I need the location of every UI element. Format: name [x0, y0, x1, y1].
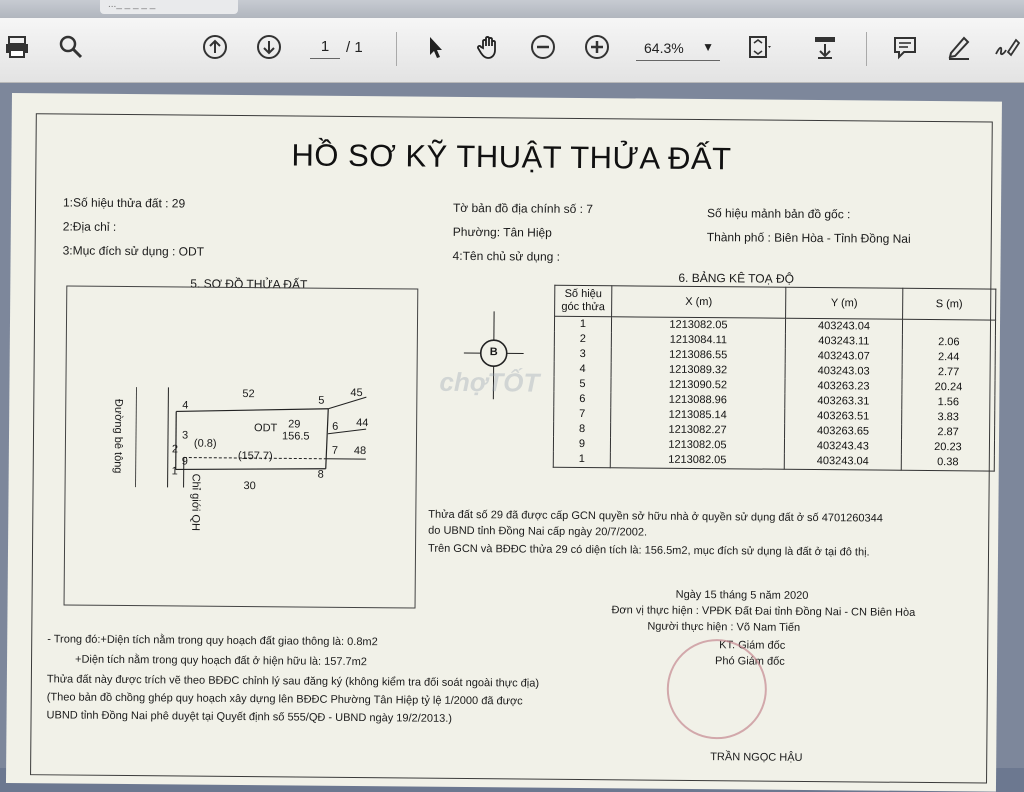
signer-name: TRẦN NGỌC HẬU — [710, 751, 802, 764]
table-cell: 403263.23 — [785, 379, 902, 395]
table-cell: 3.83 — [902, 410, 995, 426]
table-cell: 1213089.32 — [611, 362, 785, 379]
parcel-sketch — [64, 285, 419, 608]
table-cell: 403243.43 — [784, 439, 901, 455]
address-label: 2:Địa chỉ : — [63, 219, 116, 233]
note-line: do UBND tỉnh Đồng Nai cấp ngày 20/7/2002. — [428, 525, 647, 539]
corner-point: 2 — [172, 443, 178, 455]
table-cell — [902, 319, 995, 335]
table-cell: 9 — [553, 437, 610, 452]
neighbor-parcel: 52 — [242, 388, 254, 400]
zoom-select[interactable] — [636, 38, 720, 61]
parcel-label: 29 — [288, 418, 300, 430]
table-cell: 7 — [554, 407, 611, 422]
table-cell: 1213084.11 — [611, 332, 785, 349]
corner-point: 3 — [182, 429, 188, 441]
city-province: Thành phố : Biên Hòa - Tỉnh Đồng Nai — [707, 230, 911, 246]
footer-note: Thửa đất này được trích vẽ theo BĐĐC chỉnh lý sau đăng ký (không kiểm tra đối soát ngoài thực địa) — [47, 673, 539, 689]
table-cell: 403243.04 — [784, 454, 901, 471]
search-icon[interactable] — [56, 32, 86, 62]
table-cell: 6 — [554, 392, 611, 407]
table-cell: 1213088.96 — [611, 392, 785, 409]
boundary-label: Chỉ giới QH — [189, 474, 201, 531]
scroll-icon[interactable] — [810, 32, 840, 62]
neighbor-parcel: 30 — [244, 480, 256, 492]
zoom-value: 64.3% — [644, 40, 684, 56]
table-cell: 403263.51 — [785, 409, 902, 425]
corner-point: 7 — [332, 445, 338, 457]
table-cell: 2.06 — [902, 335, 995, 351]
table-cell: 1.56 — [902, 395, 995, 411]
zoom-out-icon[interactable] — [528, 32, 558, 62]
table-cell: 1213082.05 — [611, 317, 785, 334]
signer-title: KT. Giám đốc — [719, 639, 785, 652]
neighbor-parcel: 44 — [356, 417, 368, 429]
parcel-area: 156.5 — [282, 430, 310, 442]
select-cursor-icon[interactable] — [420, 32, 450, 62]
neighbor-parcel: 45 — [350, 387, 362, 399]
compass-north-letter: B — [490, 346, 498, 358]
neighbor-parcel: 48 — [354, 445, 366, 457]
corner-point: 6 — [332, 421, 338, 433]
column-header: X (m) — [612, 286, 786, 319]
table-cell: 5 — [554, 377, 611, 392]
owner-label: 4:Tên chủ sử dụng : — [453, 249, 561, 264]
road-label: Đường bê tông — [112, 399, 125, 474]
map-sheet-number: Tờ bản đồ địa chính số : 7 — [453, 201, 593, 216]
parcel-number: 1:Số hiệu thửa đất : 29 — [63, 195, 185, 210]
tab-strip — [0, 0, 1024, 18]
residential-area: (157.7) — [238, 450, 273, 462]
hand-tool-icon[interactable] — [474, 32, 504, 62]
table-cell: 403263.31 — [785, 394, 902, 410]
table-cell: 403243.03 — [785, 364, 902, 380]
table-header-row — [555, 285, 996, 320]
document-page — [6, 93, 1002, 792]
footer-note: (Theo bản đồ chồng ghép quy hoạch xây dựng lên BĐĐC Phường Tân Hiệp tỷ lệ 1/2000 đã được — [47, 691, 523, 707]
corner-point: 9 — [182, 455, 188, 467]
signer-title: Phó Giám đốc — [715, 655, 785, 668]
toolbar-divider — [866, 32, 867, 66]
comment-icon[interactable] — [890, 32, 920, 62]
table-cell: 2.87 — [902, 425, 995, 441]
executing-unit: Đơn vị thực hiện : VPĐK Đất Đai tỉnh Đồng Nai - CN Biên Hòa — [611, 604, 915, 619]
table-cell: 1213086.55 — [611, 347, 785, 364]
table-cell: 403243.04 — [785, 318, 902, 335]
page-up-icon[interactable] — [200, 32, 230, 62]
table-cell: 2.77 — [902, 365, 995, 381]
print-icon[interactable] — [2, 32, 32, 62]
corner-point: 4 — [182, 399, 188, 411]
sketch-title: 5. SƠ ĐỒ THỬA ĐẤT — [190, 277, 307, 292]
coord-table-title: 6. BẢNG KÊ TOẠ ĐỘ — [678, 271, 794, 286]
road-area: (0.8) — [194, 438, 217, 450]
table-cell: 403263.65 — [785, 424, 902, 440]
table-cell: 0.38 — [901, 455, 994, 471]
original-map-label: Số hiệu mảnh bản đồ gốc : — [707, 206, 851, 221]
official-stamp — [666, 639, 767, 740]
highlight-pen-icon[interactable] — [944, 32, 974, 62]
corner-point: 5 — [318, 395, 324, 407]
table-cell: 403243.07 — [785, 349, 902, 365]
table-cell: 3 — [554, 347, 611, 362]
page-down-icon[interactable] — [254, 32, 284, 62]
land-purpose: 3:Mục đích sử dụng : ODT — [63, 243, 205, 258]
table-cell: 2.44 — [902, 350, 995, 366]
document-tab[interactable]: ..._ _ _ _ _ — [100, 0, 238, 14]
table-cell: 4 — [554, 362, 611, 377]
fit-page-icon[interactable] — [744, 32, 774, 62]
table-row — [553, 452, 994, 471]
page-total: / 1 — [346, 39, 363, 56]
table-cell: 1213082.05 — [610, 452, 784, 469]
footer-note: - Trong đó:+Diện tích nằm trong quy hoạch đất giao thông là: 0.8m2 — [47, 633, 378, 648]
land-use-code: ODT — [254, 422, 277, 434]
page-number-input[interactable]: 1 — [310, 38, 340, 59]
table-cell: 1213082.27 — [611, 422, 785, 439]
table-cell: 20.23 — [901, 440, 994, 456]
table-cell: 1213085.14 — [611, 407, 785, 424]
column-header: Y (m) — [786, 287, 903, 319]
watermark-logo: chợTỐT — [439, 367, 539, 399]
sign-icon[interactable] — [992, 32, 1022, 62]
table-cell: 403243.11 — [785, 334, 902, 350]
corner-point: 8 — [318, 469, 324, 481]
toolbar — [0, 18, 1024, 83]
column-header: S (m) — [903, 288, 996, 320]
issue-date: Ngày 15 tháng 5 năm 2020 — [676, 589, 809, 602]
coordinate-table — [553, 285, 997, 472]
footer-note: +Diện tích nằm trong quy hoạch đất ở hiện hữu là: 157.7m2 — [75, 654, 367, 669]
zoom-in-icon[interactable] — [582, 32, 612, 62]
table-cell: 1213090.52 — [611, 377, 785, 394]
performer-name: Người thực hiện : Võ Nam Tiến — [647, 621, 800, 634]
corner-point: 1 — [172, 465, 178, 477]
table-cell: 1 — [554, 316, 611, 332]
table-cell: 2 — [554, 332, 611, 347]
table-cell: 1 — [553, 452, 610, 468]
chevron-down-icon: ▼ — [702, 40, 714, 54]
table-cell: 20.24 — [902, 380, 995, 396]
document-viewport[interactable] — [0, 83, 1024, 768]
toolbar-divider — [396, 32, 397, 66]
table-cell: 8 — [554, 422, 611, 437]
note-line: Trên GCN và BĐĐC thửa 29 có diện tích là: 156.5m2, mục đích sử dụng là đất ở tại đô thị. — [428, 543, 870, 559]
page-title: HỒ SƠ KỸ THUẬT THỬA ĐẤT — [291, 137, 731, 177]
table-cell: 1213082.05 — [610, 437, 784, 454]
note-line: Thửa đất số 29 đã được cấp GCN quyền sở hữu nhà ở quyền sử dụng đất ở số 4701260344 — [428, 509, 883, 525]
footer-note: UBND tỉnh Đồng Nai phê duyệt tại Quyết định số 555/QĐ - UBND ngày 19/2/2013.) — [47, 709, 452, 725]
ward-name: Phường: Tân Hiệp — [453, 225, 552, 240]
column-header: Số hiệu góc thửa — [555, 285, 612, 316]
